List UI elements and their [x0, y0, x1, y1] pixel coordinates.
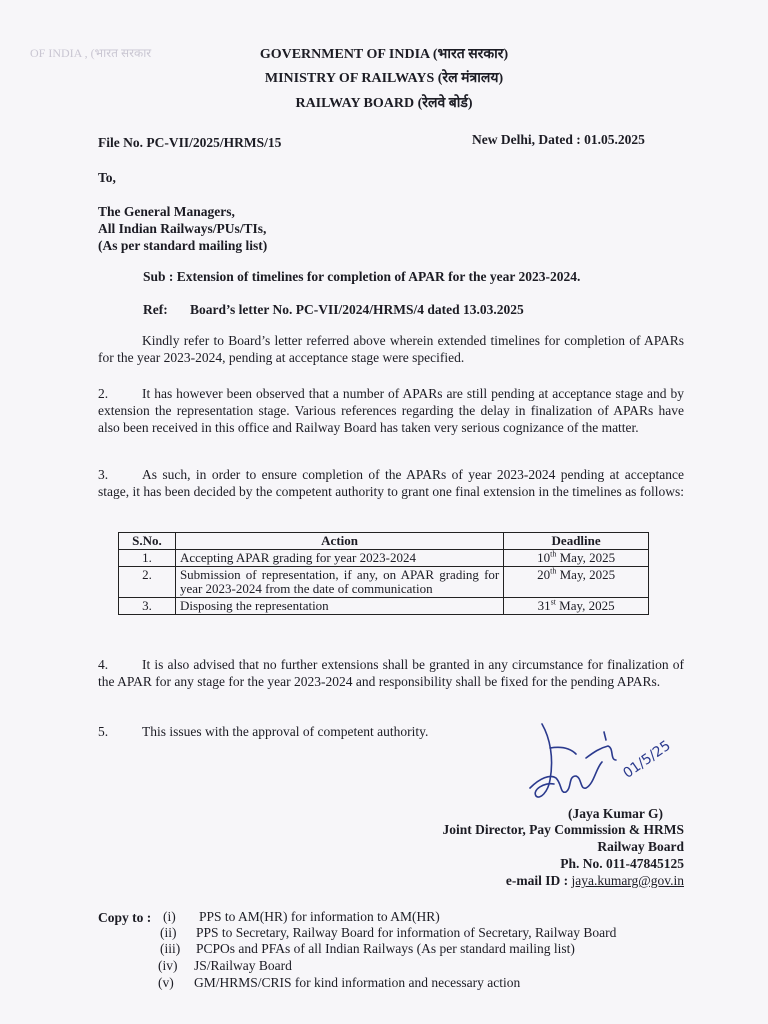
table-row — [119, 550, 649, 567]
paragraph-1-text: Kindly refer to Board’s letter referred above wherein extended timelines for completion of APARs for the year 2023-2024, pending at acceptance stage were specified. — [98, 333, 684, 365]
paragraph-4-number: 4. — [98, 657, 109, 672]
paragraph-2-text: It has however been observed that a number of APARs are still pending at acceptance stage and by extension the representation stage. Various references regarding the delay in finalization of APARs have also been received in this office and Railway Board has taken very serious cognizance of the matter. — [98, 386, 684, 435]
to-label: To, — [98, 170, 116, 185]
signatory-office: Railway Board — [597, 839, 684, 854]
paragraph-3-text: As such, in order to ensure completion of the APARs of year 2023-2024 pending at acceptance stage, it has been decided by the competent authority to grant one final extension in the timelines as follows: — [98, 467, 684, 499]
copy-to-roman: (ii) — [160, 925, 177, 940]
deadline-suffix: st — [550, 597, 556, 607]
paragraph-3-number: 3. — [98, 467, 109, 482]
paragraph-1 — [98, 332, 684, 366]
signature-scribble — [510, 718, 680, 818]
copy-to-text: PCPOs and PFAs of all Indian Railways (As per standard mailing list) — [196, 941, 575, 956]
paragraph-5-text: This issues with the approval of competent authority. — [142, 724, 429, 739]
deadline-day: 31 — [537, 598, 551, 613]
signatory-name: (Jaya Kumar G) — [568, 806, 663, 821]
row-sno: 1. — [119, 550, 176, 567]
header-government: GOVERNMENT OF INDIA (भारत सरकार) — [259, 47, 509, 62]
row-action: Submission of representation, if any, on APAR grading for year 2023-2024 from the date of communication — [175, 567, 503, 598]
header-sno: S.No. — [119, 533, 176, 550]
header-deadline: Deadline — [504, 533, 649, 550]
addressee-line-3: (As per standard mailing list) — [98, 238, 268, 253]
row-deadline — [504, 550, 649, 567]
paragraph-2 — [98, 385, 684, 436]
table-row — [119, 567, 649, 598]
paragraph-5-number: 5. — [98, 724, 109, 739]
copy-to-item — [158, 958, 292, 974]
copy-to-text: GM/HRMS/CRIS for kind information and necessary action — [194, 975, 521, 990]
copy-to-item — [160, 941, 575, 957]
row-deadline — [504, 598, 649, 615]
row-action: Disposing the representation — [175, 598, 503, 615]
row-deadline — [504, 567, 649, 598]
reference-text: Board’s letter No. PC-VII/2024/HRMS/4 dated 13.03.2025 — [190, 302, 524, 317]
deadline-suffix: th — [550, 549, 557, 559]
reference-label: Ref: — [143, 302, 168, 317]
table-header-row — [119, 533, 649, 550]
copy-to-roman: (i) — [163, 909, 176, 924]
addressee-line-2: All Indian Railways/PUs/TIs, — [98, 221, 267, 236]
paragraph-3 — [98, 466, 684, 500]
copy-to-label: Copy to : — [98, 910, 152, 925]
copy-to-text: PPS to AM(HR) for information to AM(HR) — [199, 909, 440, 924]
deadline-month-year: May, 2025 — [555, 598, 615, 613]
deadline-month-year: May, 2025 — [556, 567, 616, 582]
copy-to-text: JS/Railway Board — [194, 958, 292, 973]
paragraph-4 — [98, 656, 684, 690]
email-label: e-mail ID : — [505, 873, 572, 888]
header-ministry: MINISTRY OF RAILWAYS (रेल मंत्रालय) — [264, 71, 504, 86]
copy-to-roman: (v) — [158, 975, 174, 990]
file-number: File No. PC-VII/2025/HRMS/15 — [98, 135, 282, 150]
copy-to-item — [160, 925, 616, 941]
ghost-text: OF INDIA , (भारत सरकार — [30, 46, 152, 60]
row-action: Accepting APAR grading for year 2023-2024 — [175, 550, 503, 567]
row-sno: 2. — [119, 567, 176, 598]
subject-line: Sub : Extension of timelines for completion of APAR for the year 2023-2024. — [143, 269, 581, 284]
copy-to-item — [158, 975, 520, 991]
table-row — [119, 598, 649, 615]
header-board: RAILWAY BOARD (रेलवे बोर्ड) — [295, 96, 473, 111]
copy-to-text: PPS to Secretary, Railway Board for information of Secretary, Railway Board — [196, 925, 617, 940]
deadline-day: 20 — [537, 567, 551, 582]
signatory-phone: Ph. No. 011-47845125 — [560, 856, 684, 871]
deadline-month-year: May, 2025 — [556, 550, 616, 565]
row-sno: 3. — [119, 598, 176, 615]
email-link[interactable]: jaya.kumarg@gov.in — [571, 873, 684, 888]
copy-to-item — [163, 909, 440, 925]
copy-to-roman: (iv) — [158, 958, 178, 973]
copy-to-roman: (iii) — [160, 941, 181, 956]
header-action: Action — [175, 533, 503, 550]
deadline-day: 10 — [537, 550, 551, 565]
signature-date: 01/5/25 — [620, 737, 674, 782]
timeline-table — [118, 532, 649, 615]
paragraph-2-number: 2. — [98, 386, 109, 401]
date-line: New Delhi, Dated : 01.05.2025 — [472, 132, 645, 147]
signatory-email-line — [506, 872, 684, 889]
addressee-line-1: The General Managers, — [98, 204, 235, 219]
paragraph-4-text: It is also advised that no further extensions shall be granted in any circumstance for finalization of the APAR for any stage for the year 2023-2024 and responsibility shall be fixed for the pending APARs. — [98, 657, 684, 689]
signatory-designation: Joint Director, Pay Commission & HRMS — [442, 822, 684, 837]
deadline-suffix: th — [550, 566, 557, 576]
